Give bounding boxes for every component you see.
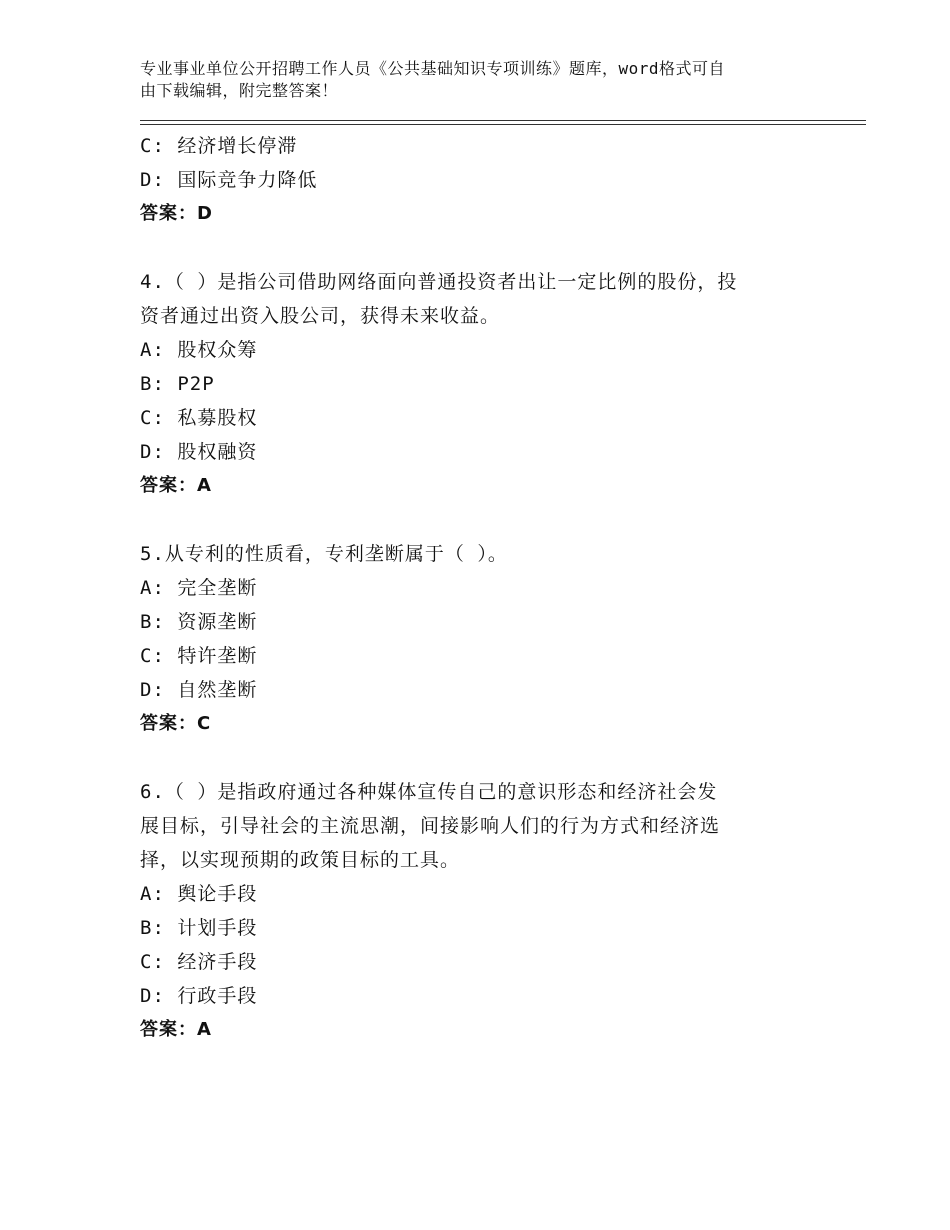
option-a: A: 股权众筹 [140,339,258,361]
option-d: D: 国际竞争力降低 [140,169,318,191]
option-a: A: 完全垄断 [140,577,258,599]
stem-line: 展目标，引导社会的主流思潮，间接影响人们的行为方式和经济选 [140,815,721,837]
stem-line: 4.（ ）是指公司借助网络面向普通投资者出让一定比例的股份，投 [140,271,738,293]
stem-line: 资者通过出资入股公司，获得未来收益。 [140,305,501,327]
option-d: D: 自然垄断 [140,679,258,701]
question-stem [140,537,810,571]
option-c: C: 经济增长停滞 [140,135,298,157]
stem-line: 择，以实现预期的政策目标的工具。 [140,849,461,871]
question-list [140,129,810,1047]
question-3-tail [140,129,810,231]
header-double-rule [140,120,866,125]
option-b: B: P2P [140,373,215,395]
option-c: C: 经济手段 [140,951,258,973]
option-c: C: 特许垄断 [140,645,258,667]
answer: 答案：A [140,475,212,496]
option-d: D: 股权融资 [140,441,258,463]
spacer [140,503,810,537]
header-line-1: 专业事业单位公开招聘工作人员《公共基础知识专项训练》题库，word格式可自 [140,59,726,78]
spacer [140,231,810,265]
question-5 [140,537,810,741]
spacer [140,741,810,775]
answer: 答案：C [140,713,212,734]
question-stem [140,265,810,333]
question-stem [140,775,810,877]
stem-line: 6.（ ）是指政府通过各种媒体宣传自己的意识形态和经济社会发 [140,781,718,803]
option-a: A: 舆论手段 [140,883,258,905]
option-c: C: 私募股权 [140,407,258,429]
answer: 答案：D [140,203,213,224]
option-b: B: 资源垄断 [140,611,258,633]
header-line-2: 由下载编辑，附完整答案！ [140,81,339,100]
question-6 [140,775,810,1047]
option-b: B: 计划手段 [140,917,258,939]
question-4 [140,265,810,503]
stem-line: 5.从专利的性质看，专利垄断属于（ ）。 [140,543,508,565]
page-header [140,58,810,102]
option-d: D: 行政手段 [140,985,258,1007]
answer: 答案：A [140,1019,212,1040]
